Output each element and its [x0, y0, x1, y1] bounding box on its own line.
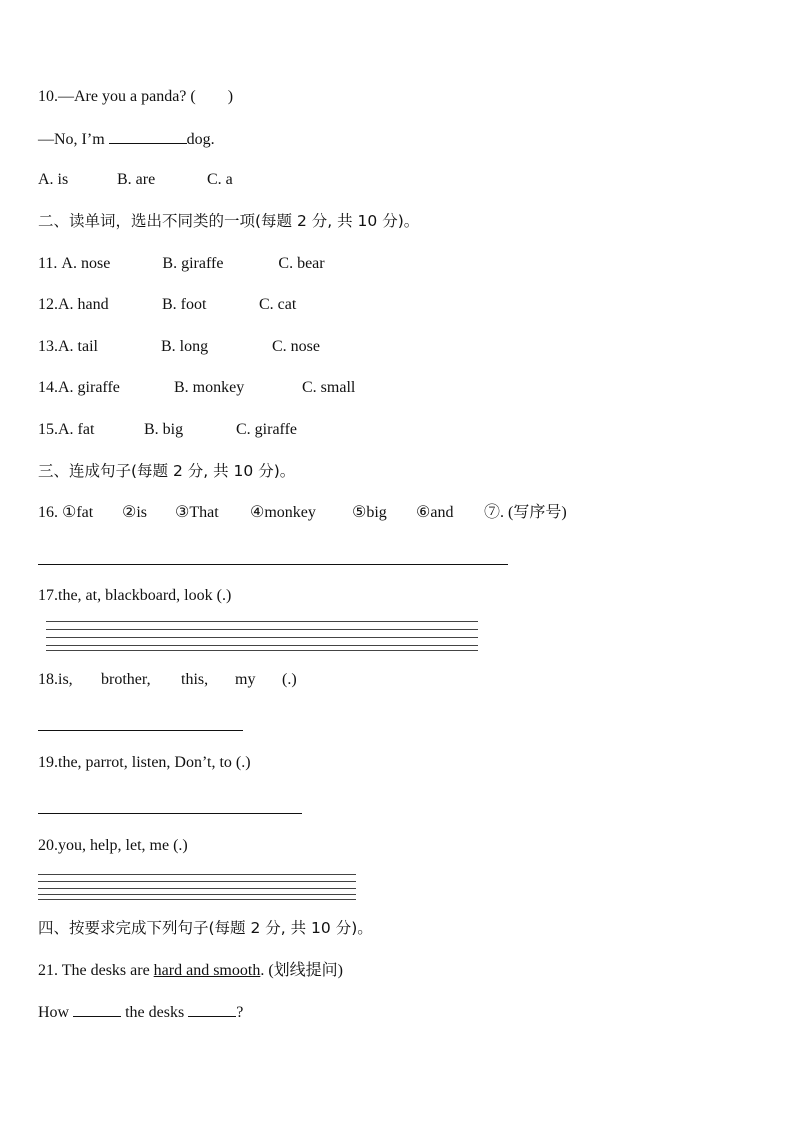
- q20-stem: 20.you, help, let, me (.): [38, 837, 188, 854]
- q14: [38, 377, 355, 399]
- q19-stem: 19.the, parrot, listen, Don’t, to (.): [38, 754, 251, 771]
- q19-answer-line[interactable]: [38, 813, 302, 814]
- q17-rule-1: [46, 621, 478, 622]
- q12: [38, 294, 296, 316]
- q10-option-c: C. a: [207, 171, 233, 188]
- q13-number: 13.: [38, 338, 58, 355]
- q21-stem: [38, 960, 343, 982]
- section3-title: 三、连成句子(每题 2 分, 共 10 分)。: [38, 462, 296, 480]
- q20-rule-4: [38, 894, 356, 895]
- q16-word-6: ⑥and: [416, 504, 454, 521]
- q11: [38, 253, 325, 275]
- q12-option-c: C. cat: [259, 296, 297, 313]
- q21-answer-start: How: [38, 1004, 70, 1021]
- q16-word-2: ②is: [122, 504, 148, 521]
- q10-answer-line: [38, 128, 215, 151]
- q15-option-c: C. giraffe: [236, 421, 298, 438]
- q16-word-4: ④monkey: [250, 504, 316, 521]
- q15-option-b: B. big: [144, 421, 184, 438]
- q10-answer-blank[interactable]: [109, 128, 187, 144]
- q15-number: 15.: [38, 421, 58, 438]
- q13-option-b: B. long: [161, 338, 209, 355]
- q14-option-c: C. small: [302, 379, 356, 396]
- q13-option-a: A. tail: [58, 338, 98, 355]
- q13: [38, 336, 320, 358]
- q11-number: 11.: [38, 255, 62, 272]
- q20-rule-2: [38, 881, 356, 882]
- q14-option-b: B. monkey: [174, 379, 245, 396]
- q17-rule-2: [46, 629, 478, 630]
- q15-option-a: A. fat: [58, 421, 95, 438]
- q21-answer-mid: the desks: [125, 1004, 185, 1021]
- q18-word-1: brother,: [101, 671, 151, 688]
- section4-title: 四、按要求完成下列句子(每题 2 分, 共 10 分)。: [38, 919, 373, 937]
- q20-rule-1: [38, 874, 356, 875]
- q16: [38, 502, 567, 524]
- q16-number: 16.: [38, 504, 62, 521]
- q17-rule-4: [46, 645, 478, 646]
- q16-answer-line[interactable]: [38, 564, 508, 565]
- q17-rule-5: [46, 650, 478, 651]
- q16-word-3: ③That: [175, 504, 219, 521]
- section2-title: 二、读单词，选出不同类的一项(每题 2 分, 共 10 分)。: [38, 212, 420, 230]
- q18-number: 18.is,: [38, 671, 73, 688]
- q16-word-5: ⑤big: [352, 504, 387, 521]
- q11-option-a: A. nose: [61, 255, 111, 272]
- q18-answer-line[interactable]: [38, 730, 243, 731]
- q10-options: [38, 169, 233, 191]
- q16-word-7: ⑦. (写序号): [484, 504, 567, 521]
- q12-option-b: B. foot: [162, 296, 207, 313]
- q18-word-4: (.): [282, 671, 297, 688]
- q17-stem: 17.the, at, blackboard, look (.): [38, 587, 232, 604]
- q20-rule-5: [38, 899, 356, 900]
- q16-word-1: ①fat: [62, 504, 94, 521]
- q21-suffix: . (划线提问): [260, 962, 343, 979]
- q13-option-c: C. nose: [272, 338, 320, 355]
- q10-option-b: B. are: [117, 171, 156, 188]
- q10-answer-prefix: —No, I’m: [38, 131, 105, 148]
- q21-answer-line: [38, 1001, 243, 1024]
- q20-rule-3: [38, 888, 356, 889]
- q10-answer-suffix: dog.: [186, 131, 215, 148]
- q21-prefix: 21. The desks are: [38, 962, 154, 979]
- q18-word-2: this,: [181, 671, 209, 688]
- q14-option-a: A. giraffe: [58, 379, 120, 396]
- q12-option-a: A. hand: [58, 296, 109, 313]
- q10-stem: 10.—Are you a panda? ( ): [38, 88, 234, 105]
- q21-blank-2[interactable]: [188, 1001, 236, 1017]
- q17-rule-3: [46, 637, 478, 638]
- q21-blank-1[interactable]: [73, 1001, 121, 1017]
- q10-option-a: A. is: [38, 171, 69, 188]
- q11-option-b: B. giraffe: [162, 255, 224, 272]
- q15: [38, 419, 297, 441]
- q18: [38, 669, 297, 691]
- q12-number: 12.: [38, 296, 58, 313]
- q14-number: 14.: [38, 379, 58, 396]
- q18-word-3: my: [235, 671, 256, 688]
- q11-option-c: C. bear: [278, 255, 325, 272]
- q21-underlined-phrase: hard and smooth: [153, 962, 261, 979]
- q21-answer-end: ?: [236, 1004, 244, 1021]
